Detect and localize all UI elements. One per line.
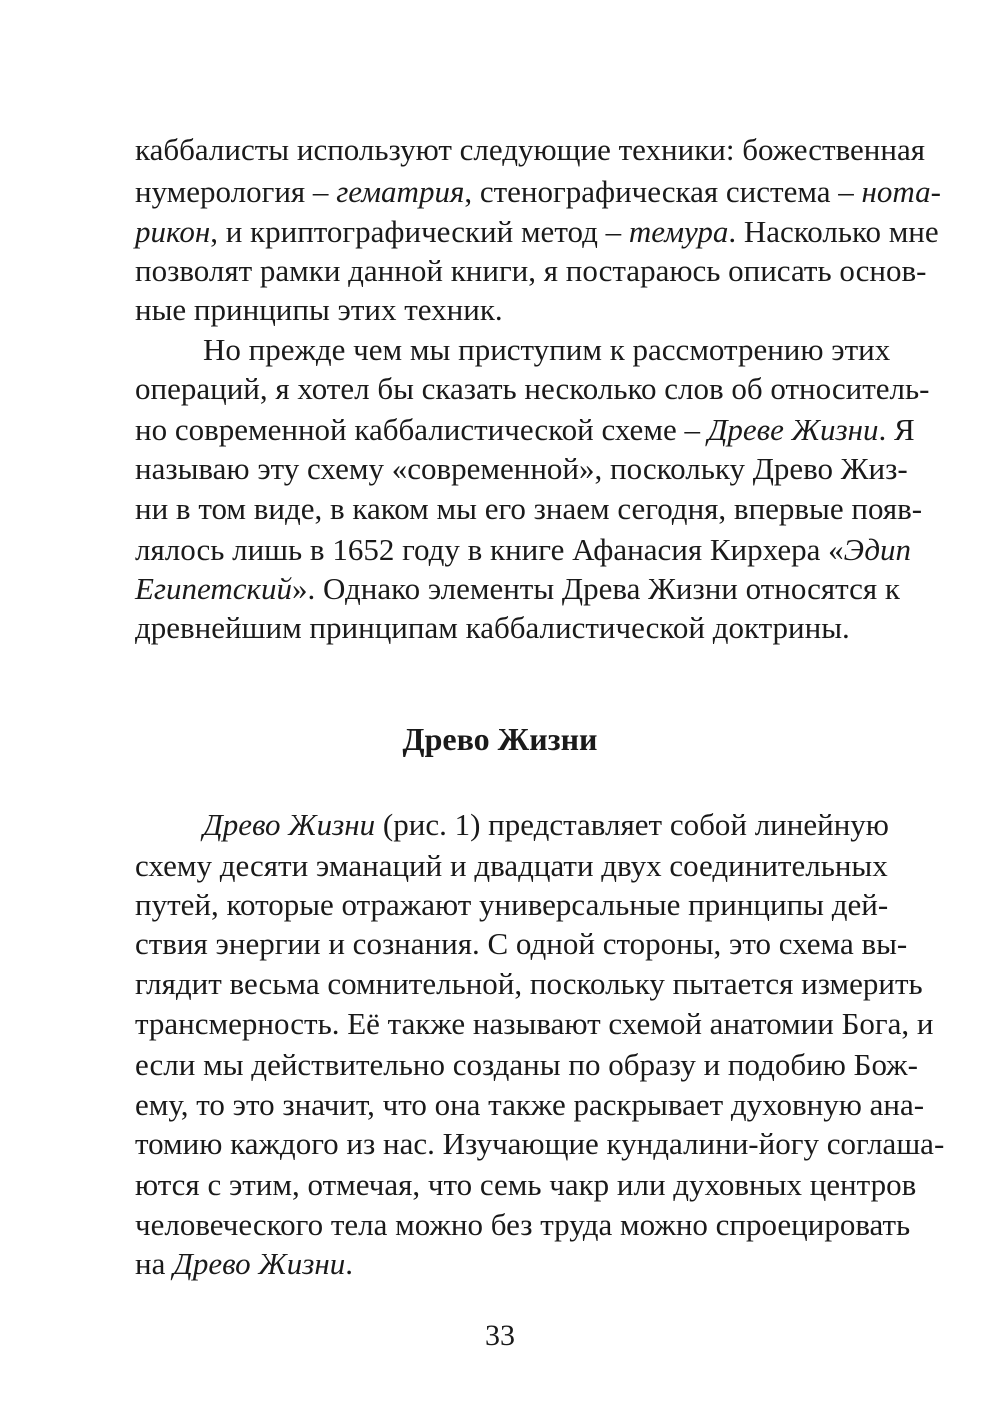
text-run: древнейшим принципам каббалистической доктрины.	[135, 610, 850, 645]
text-run: позволят рамки данной книги, я постараюсь описать основ-	[135, 253, 927, 288]
section-heading: Древо Жизни	[402, 720, 598, 757]
text-run: лялось лишь в 1652 году в книге Афанасия Кирхера «	[135, 532, 844, 567]
text-line	[135, 130, 925, 170]
text-run: называю эту схему «современной», поскольку Древо Жиз-	[135, 451, 908, 486]
text-run: путей, которые отражают универсальные принципы дей-	[135, 887, 889, 922]
text-line	[135, 530, 912, 570]
text-run: но современной каббалистической схеме –	[135, 412, 708, 447]
text-line	[135, 410, 915, 450]
text-line	[135, 1165, 917, 1205]
italic-term: темура	[628, 214, 729, 249]
text-line	[135, 1045, 918, 1085]
text-line	[135, 449, 908, 489]
text-run: глядит весьма сомнительной, поскольку пытается измерить	[135, 966, 923, 1001]
text-line	[135, 1244, 863, 1284]
text-run: Но прежде чем мы приступим к рассмотрению этих	[203, 332, 891, 367]
text-run: человеческого тела можно без труда можно спроецировать	[135, 1207, 911, 1242]
text-run: ни в том виде, в каком мы его знаем сегодня, впервые появ-	[135, 491, 923, 526]
text-line	[135, 489, 923, 529]
italic-term: рикон	[135, 214, 211, 249]
text-line	[135, 1004, 934, 1044]
text-run: ются с этим, отмечая, что семь чакр или духовных центров	[135, 1167, 917, 1202]
italic-term: Эдип	[843, 532, 912, 567]
italic-term: Древо Жизни	[203, 807, 376, 842]
text-line	[135, 212, 939, 252]
text-line	[135, 964, 923, 1004]
text-run: ные принципы этих техник.	[135, 292, 503, 327]
italic-term: Древе Жизни	[707, 412, 879, 447]
text-run: операций, я хотел бы сказать несколько слов об относитель-	[135, 371, 930, 406]
text-run: , стенографическая система –	[464, 174, 862, 209]
text-line	[135, 369, 930, 409]
text-run: ему, то это значит, что она также раскрывает духовную ана-	[135, 1087, 925, 1122]
text-run: ». Однако элементы Древа Жизни относятся к	[292, 571, 900, 606]
text-line	[135, 924, 908, 964]
text-run: трансмерность. Её также называют схемой анатомии Бога, и	[135, 1006, 934, 1041]
text-line	[135, 251, 927, 291]
italic-term: Египетский	[135, 571, 293, 606]
text-line	[135, 569, 900, 609]
text-run: ствия энергии и сознания. С одной стороны, это схема вы-	[135, 926, 908, 961]
text-run: нумерология –	[135, 174, 337, 209]
text-line	[135, 290, 863, 330]
italic-term: Древо Жизни	[173, 1246, 346, 1281]
text-line	[135, 885, 889, 925]
text-line	[135, 608, 863, 648]
text-line	[135, 1085, 925, 1125]
text-line	[135, 172, 941, 212]
text-line	[135, 846, 888, 886]
text-line	[135, 1124, 945, 1164]
text-run: .	[345, 1246, 354, 1281]
page-number: 33	[485, 1319, 515, 1352]
text-run: , и криптографический метод –	[210, 214, 629, 249]
text-line	[203, 805, 889, 845]
text-run: . Насколько мне	[728, 214, 939, 249]
text-line	[135, 1205, 911, 1245]
text-line	[203, 330, 891, 370]
text-run: томию каждого из нас. Изучающие кундалини-йогу соглаша-	[135, 1126, 945, 1161]
text-run: (рис. 1) представляет собой линейную	[375, 807, 889, 842]
text-run: если мы действительно созданы по образу и подобию Бож-	[135, 1047, 918, 1082]
italic-term: нота-	[861, 174, 941, 209]
text-run: на	[135, 1246, 174, 1281]
text-run: . Я	[878, 412, 915, 447]
italic-term: гематрия	[336, 174, 465, 209]
text-run: каббалисты используют следующие техники: божественная	[135, 132, 925, 167]
text-run: схему десяти эманаций и двадцати двух соединительных	[135, 848, 888, 883]
